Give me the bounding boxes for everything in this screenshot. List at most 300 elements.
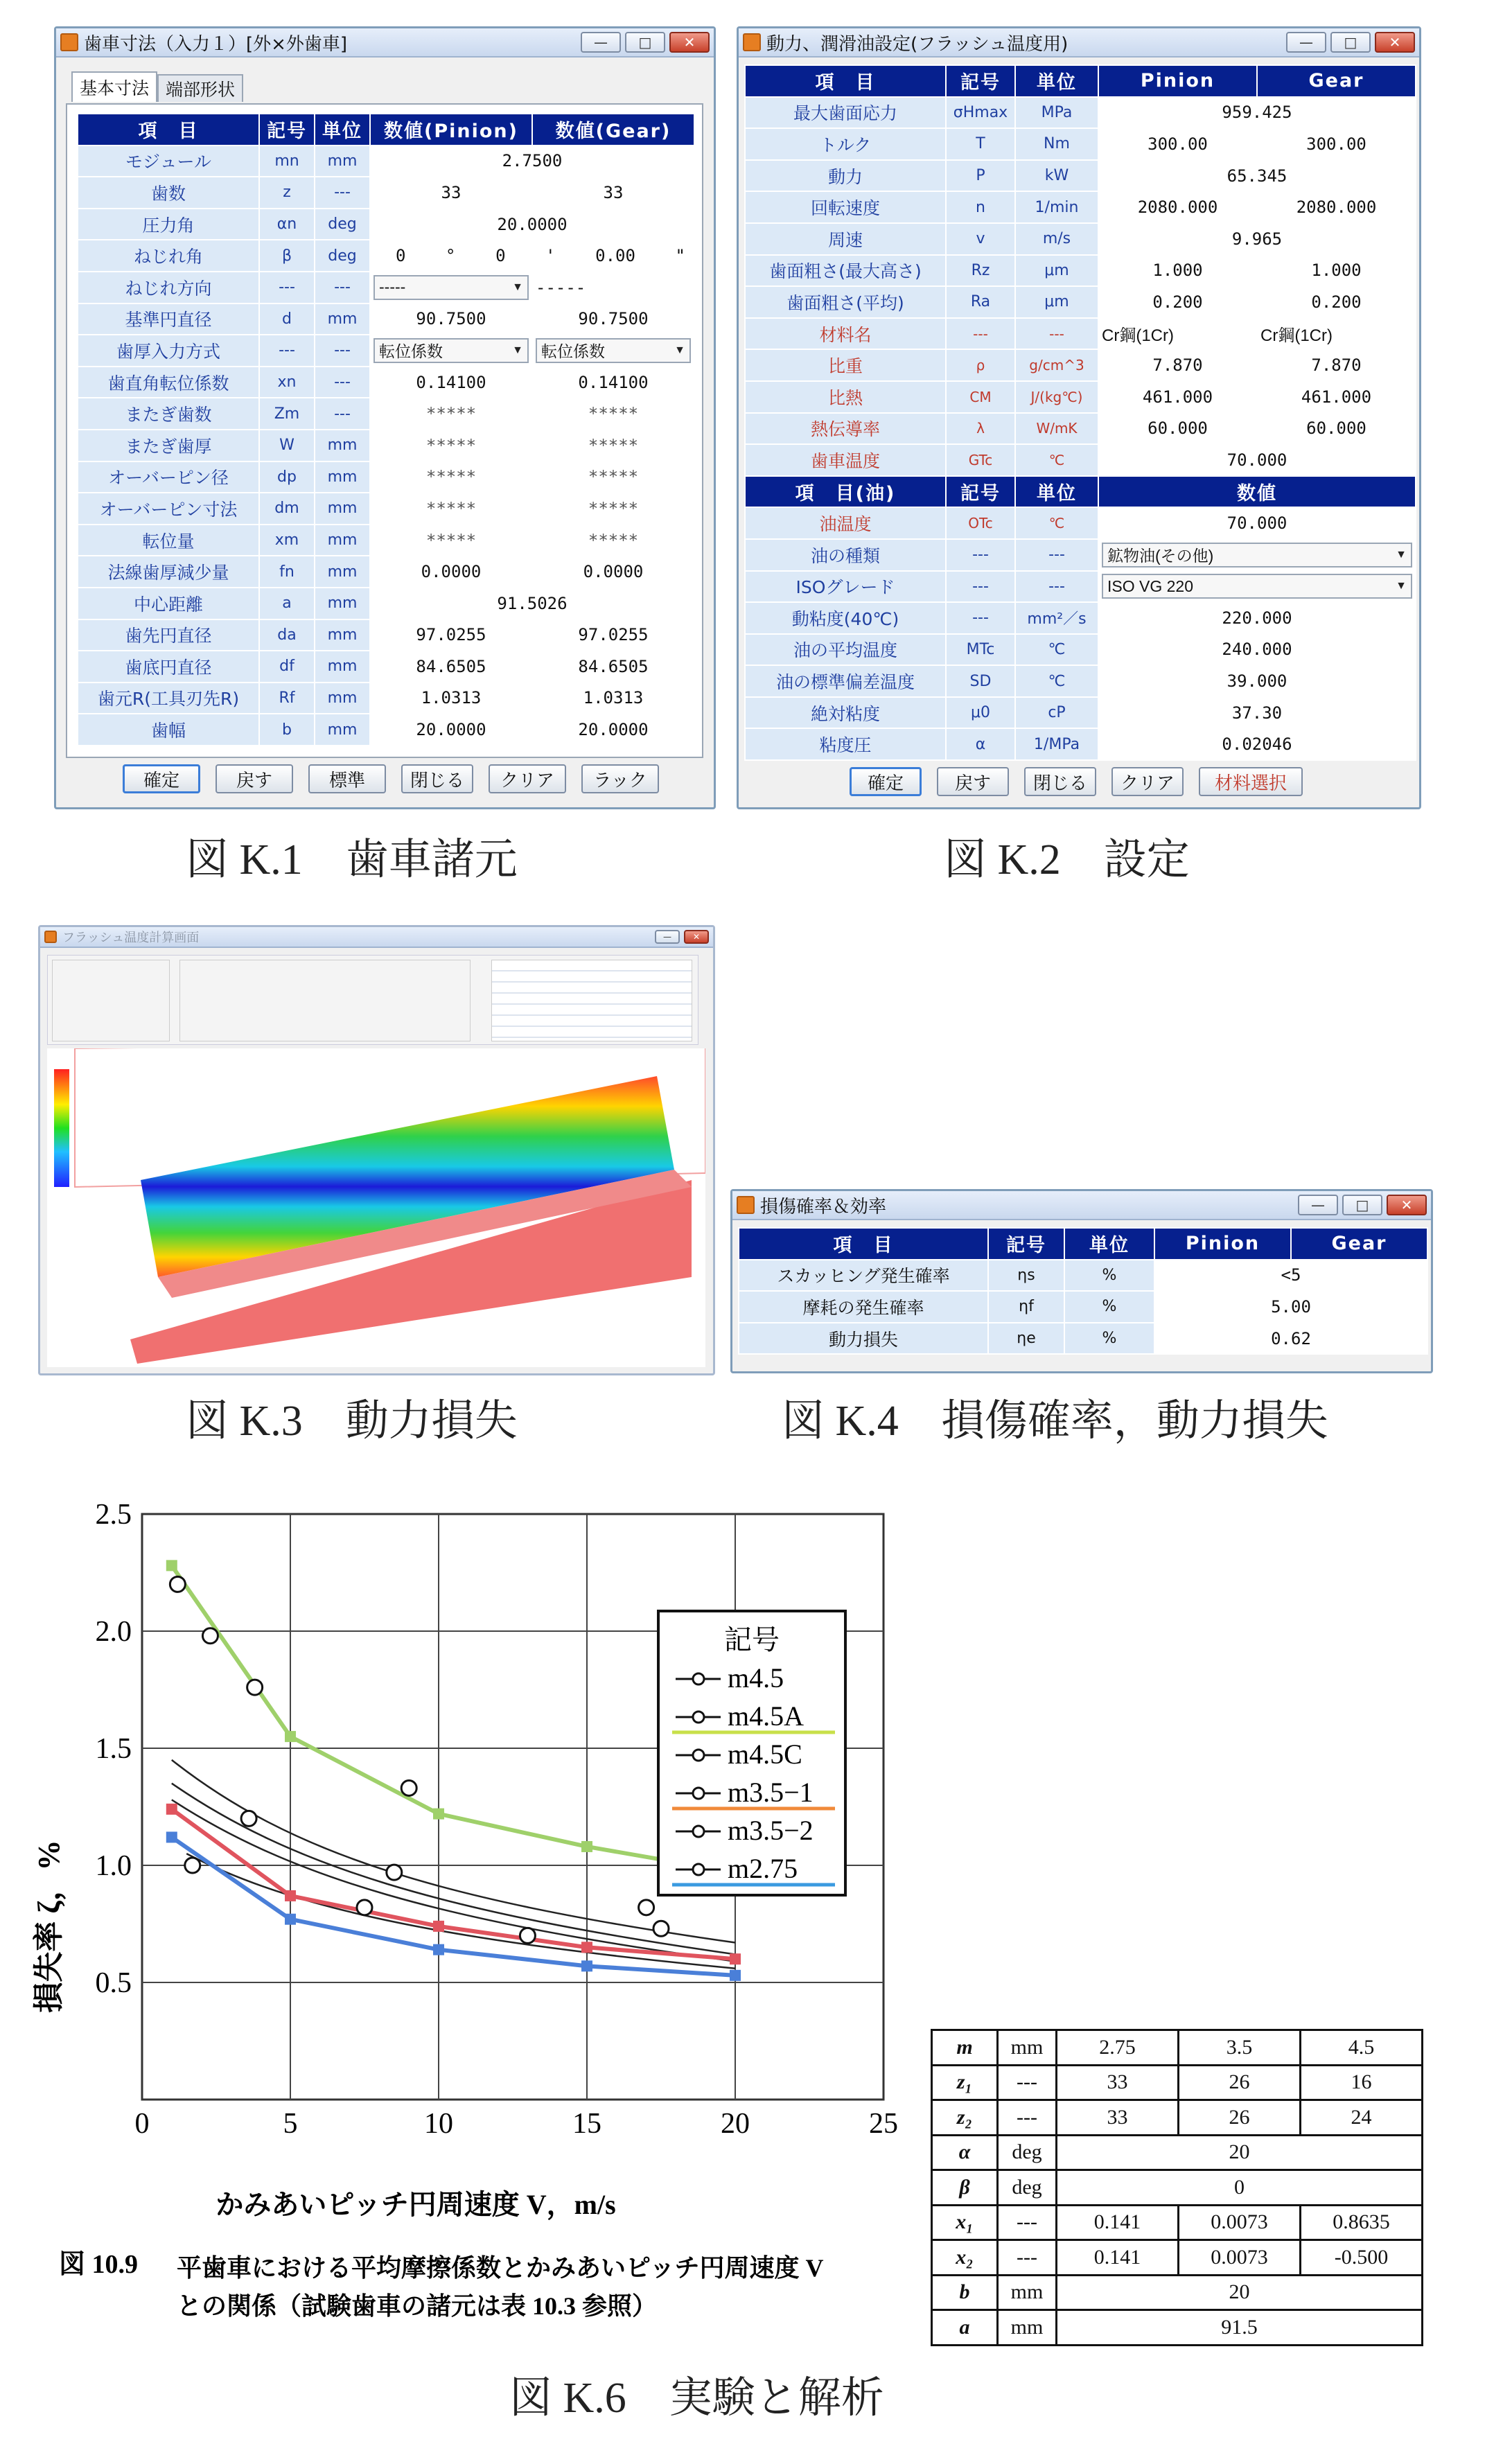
gear-value[interactable]: 0.0000 (532, 556, 694, 588)
power-lubricant-window (737, 26, 1421, 809)
row-symbol: α (946, 728, 1015, 760)
maximize-button[interactable]: □ (1342, 1195, 1382, 1215)
column-header: 項 目 (745, 65, 946, 97)
legend-marker (693, 1826, 704, 1837)
pinion-value[interactable]: 7.870 (1098, 349, 1257, 381)
row-label: 油の平均温度 (745, 634, 946, 666)
helix-angle-inputs[interactable] (370, 240, 694, 272)
gear-value[interactable]: 84.6505 (532, 651, 694, 683)
table-row (745, 665, 1416, 697)
pinion-value[interactable]: 60.000 (1098, 413, 1257, 445)
series-point (433, 1809, 444, 1820)
pinion-value[interactable]: 0.0000 (370, 556, 532, 588)
param-unit: deg (998, 2135, 1057, 2170)
row-label: 歯直角転位係数 (78, 367, 259, 398)
param-value: 0.141 (1057, 2205, 1179, 2240)
value-cell[interactable]: 2.7500 (370, 146, 694, 177)
pinion-value[interactable]: 0.14100 (370, 367, 532, 398)
column-header: 単位 (1015, 476, 1098, 508)
param-value: 2.75 (1057, 2030, 1179, 2066)
row-symbol: z (259, 177, 315, 209)
row-unit: mm (315, 556, 370, 588)
pinion-value[interactable]: 1.0313 (370, 683, 532, 714)
table-row (745, 571, 1416, 603)
value-cell[interactable]: 91.5026 (370, 588, 694, 619)
row-symbol: --- (946, 539, 1015, 571)
parameter-grid (491, 960, 692, 1041)
row-unit: --- (1015, 318, 1098, 350)
row-symbol: T (946, 128, 1015, 160)
measured-point (170, 1576, 185, 1592)
value-cell[interactable]: 70.000 (1098, 444, 1416, 476)
gear-value[interactable]: 7.870 (1257, 349, 1416, 381)
pinion-value[interactable]: 33 (370, 177, 532, 209)
header-row (739, 1228, 1427, 1260)
pinion-dropdown-value: 転位係数 (379, 342, 443, 361)
oil-dropdown[interactable] (1102, 543, 1412, 568)
close-button[interactable]: ✕ (1387, 1195, 1427, 1215)
minimize-button[interactable]: — (655, 930, 680, 944)
measured-point (639, 1900, 654, 1915)
row-unit: W/mK (1015, 413, 1098, 445)
row-symbol: Rz (946, 255, 1015, 287)
pinion-value[interactable]: 20.0000 (370, 714, 532, 746)
row-label: 基準円直径 (78, 303, 259, 335)
angle-deg: 0 (396, 246, 406, 266)
pinion-value[interactable]: ***** (370, 430, 532, 461)
oil-dropdown-value: ISO VG 220 (1107, 577, 1194, 595)
gear-value[interactable]: 20.0000 (532, 714, 694, 746)
gear-dimension-table (77, 113, 695, 746)
gear-value[interactable]: 60.000 (1257, 413, 1416, 445)
figure-caption-line1: 平歯車における平均摩擦係数とかみあいピッチ円周速度 V (177, 2254, 824, 2282)
row-symbol: MTc (946, 634, 1015, 666)
row-label: またぎ歯厚 (78, 430, 259, 461)
param-unit: deg (998, 2170, 1057, 2206)
caption-k1: 図 K.1 歯車諸元 (186, 836, 518, 883)
row-label: 歯幅 (78, 714, 259, 746)
gear-value[interactable]: ***** (532, 493, 694, 525)
table-row (932, 2135, 1423, 2170)
value-cell[interactable]: 959.425 (1098, 97, 1416, 129)
row-symbol: αn (259, 209, 315, 240)
loss-rate-chart (28, 1483, 922, 2356)
x-tick-label: 5 (283, 2108, 298, 2140)
row-unit: Nm (1015, 128, 1098, 160)
row-label: 歯数 (78, 177, 259, 209)
param-unit: mm (998, 2275, 1057, 2310)
row-label: 転位量 (78, 525, 259, 556)
row-symbol: OTc (946, 507, 1015, 539)
x-tick-label: 15 (572, 2108, 601, 2140)
pinion-value[interactable]: ***** (370, 461, 532, 493)
legend-label: m2.75 (728, 1853, 798, 1884)
row-symbol: mn (259, 146, 315, 177)
pinion-value[interactable]: ***** (370, 525, 532, 556)
table-row (745, 286, 1416, 318)
column-header: 記号 (259, 114, 315, 146)
pinion-value[interactable]: Cr鋼(1Cr) (1098, 318, 1257, 350)
table-row (78, 714, 694, 746)
title-bar (40, 927, 713, 948)
table-row (745, 539, 1416, 571)
header-row (745, 65, 1416, 97)
row-unit: ℃ (1015, 444, 1098, 476)
series-point (166, 1804, 177, 1815)
row-label: 中心距離 (78, 588, 259, 619)
caption-k3: 図 K.3 動力損失 (186, 1398, 518, 1445)
value-cell[interactable]: 20.0000 (370, 209, 694, 240)
series-point (581, 1960, 592, 1971)
maximize-button[interactable]: □ (1330, 32, 1371, 53)
value-cell: 0.62 (1154, 1323, 1427, 1355)
measured-point (357, 1900, 372, 1915)
revert-button[interactable]: 戻す (937, 767, 1009, 796)
y-tick-label: 1.0 (95, 1850, 132, 1882)
gear-value[interactable]: ***** (532, 461, 694, 493)
gear-value[interactable]: 2080.000 (1257, 191, 1416, 223)
angle-min: 0 (495, 246, 506, 266)
gear-value[interactable]: 0.200 (1257, 286, 1416, 318)
pinion-dropdown[interactable] (373, 275, 529, 300)
table-row (932, 2170, 1423, 2206)
row-symbol: GTc (946, 444, 1015, 476)
series-point (433, 1921, 444, 1932)
row-label: 歯車温度 (745, 444, 946, 476)
column-header: 記号 (946, 476, 1015, 508)
gear-value[interactable]: ----- (532, 272, 694, 303)
pinion-dropdown[interactable] (373, 338, 529, 363)
series-point (581, 1841, 592, 1852)
flash-temperature-window (38, 925, 715, 1375)
measured-point (387, 1865, 402, 1880)
value-cell[interactable]: 37.30 (1098, 697, 1416, 729)
row-label: 回転速度 (745, 191, 946, 223)
pinion-value[interactable] (370, 335, 532, 367)
measured-point (401, 1780, 416, 1795)
row-unit: mm (315, 651, 370, 683)
table-row (745, 128, 1416, 160)
table-row (78, 240, 694, 272)
chevron-down-icon: ▼ (512, 281, 523, 293)
maximize-button[interactable]: □ (625, 32, 665, 53)
y-axis-label: 損失率 ζ，% (32, 1840, 66, 2013)
close-button[interactable]: 閉じる (401, 764, 473, 793)
tab-end-shape[interactable]: 端部形状 (157, 74, 243, 102)
row-label: 摩耗の発生確率 (739, 1291, 988, 1323)
table-row (745, 255, 1416, 287)
row-unit: deg (315, 240, 370, 272)
angle-degmark: ° (446, 246, 456, 266)
pinion-value[interactable]: 97.0255 (370, 619, 532, 651)
gear-dropdown-value: 転位係数 (541, 342, 605, 361)
close-button[interactable]: ✕ (684, 930, 709, 944)
clear-button[interactable]: クリア (489, 764, 566, 793)
value-cell[interactable]: 0.02046 (1098, 728, 1416, 760)
row-unit: m/s (1015, 223, 1098, 255)
column-header: 記号 (988, 1228, 1064, 1260)
param-value: 16 (1301, 2065, 1423, 2100)
row-unit: μm (1015, 255, 1098, 287)
row-label: オーバーピン寸法 (78, 493, 259, 525)
gear-value[interactable]: ***** (532, 430, 694, 461)
caption-k2: 図 K.2 設定 (944, 836, 1190, 883)
gear-value[interactable]: 1.000 (1257, 255, 1416, 287)
table-row (739, 1260, 1427, 1292)
column-header: 数値(Pinion) (370, 114, 532, 146)
option-group-left (52, 960, 170, 1041)
confirm-button[interactable]: 確定 (123, 764, 200, 793)
gear-value[interactable]: 97.0255 (532, 619, 694, 651)
value-cell[interactable]: 240.000 (1098, 634, 1416, 666)
pinion-value[interactable]: 1.000 (1098, 255, 1257, 287)
row-symbol: --- (946, 602, 1015, 634)
param-symbol: b (932, 2275, 998, 2310)
gear-value[interactable]: 33 (532, 177, 694, 209)
series-point (581, 1942, 592, 1953)
legend-marker (693, 1712, 704, 1723)
param-value: 0 (1057, 2170, 1423, 2206)
param-symbol: m (932, 2030, 998, 2066)
table-row (739, 1291, 1427, 1323)
value-cell: <5 (1154, 1260, 1427, 1292)
table-row (745, 697, 1416, 729)
param-value: 33 (1057, 2100, 1179, 2136)
angle-secmark: " (675, 246, 685, 266)
row-unit: ℃ (1015, 507, 1098, 539)
row-label: 歯先円直径 (78, 619, 259, 651)
standard-button[interactable]: 標準 (308, 764, 386, 793)
row-unit: mm (315, 430, 370, 461)
row-symbol: n (946, 191, 1015, 223)
param-value: 91.5 (1057, 2310, 1423, 2346)
row-label: 動力 (745, 160, 946, 192)
column-header: 数値(Gear) (532, 114, 694, 146)
row-label: 油の種類 (745, 539, 946, 571)
row-label: 比熱 (745, 381, 946, 413)
table-row (745, 160, 1416, 192)
pinion-value[interactable]: 84.6505 (370, 651, 532, 683)
param-value: 26 (1179, 2100, 1301, 2136)
row-label: 油温度 (745, 507, 946, 539)
revert-button[interactable]: 戻す (216, 764, 293, 793)
table-row (932, 2310, 1423, 2346)
row-unit: 1/MPa (1015, 728, 1098, 760)
row-label: 絶対粘度 (745, 697, 946, 729)
close-button[interactable]: ✕ (669, 32, 710, 53)
legend-title: 記号 (724, 1624, 780, 1655)
gear-dimension-window (54, 26, 716, 809)
pinion-value[interactable]: 461.000 (1098, 381, 1257, 413)
row-label: 粘度圧 (745, 728, 946, 760)
pinion-value[interactable]: 0.200 (1098, 286, 1257, 318)
table-row (78, 303, 694, 335)
row-label: 材料名 (745, 318, 946, 350)
row-label: ねじれ方向 (78, 272, 259, 303)
row-symbol: Ra (946, 286, 1015, 318)
angle-sec: 0.00 (595, 246, 635, 266)
param-value: 26 (1179, 2065, 1301, 2100)
header-row (78, 114, 694, 146)
gear-value[interactable]: 1.0313 (532, 683, 694, 714)
row-label: 歯元R(工具刃先R) (78, 683, 259, 714)
row-unit: mm (315, 619, 370, 651)
row-unit: μm (1015, 286, 1098, 318)
column-header: 単位 (315, 114, 370, 146)
value-cell[interactable]: 70.000 (1098, 507, 1416, 539)
window-title: 損傷確率＆効率 (760, 1196, 887, 1217)
table-row (78, 209, 694, 240)
power-settings-table (744, 64, 1416, 761)
table-row (745, 413, 1416, 445)
legend-marker (693, 1750, 704, 1761)
clear-button[interactable]: クリア (1111, 767, 1184, 796)
table-row (745, 602, 1416, 634)
minimize-button[interactable]: — (1286, 32, 1326, 53)
row-unit: ℃ (1015, 665, 1098, 697)
row-unit: mm (315, 493, 370, 525)
gear-value[interactable]: 0.14100 (532, 367, 694, 398)
row-label: 熱伝導率 (745, 413, 946, 445)
row-unit: 1/min (1015, 191, 1098, 223)
legend-label: m4.5A (728, 1700, 804, 1732)
row-symbol: --- (259, 335, 315, 367)
row-symbol: xn (259, 367, 315, 398)
material-select-button[interactable]: 材料選択 (1199, 767, 1303, 796)
window-title: 動力、潤滑油設定(フラッシュ温度用) (766, 33, 1069, 55)
table-row (78, 651, 694, 683)
close-button[interactable]: 閉じる (1024, 767, 1096, 796)
gear-value[interactable]: Cr鋼(1Cr) (1257, 318, 1416, 350)
row-symbol: μ0 (946, 697, 1015, 729)
param-value: 4.5 (1301, 2030, 1423, 2066)
legend (658, 1611, 845, 1895)
table-row (78, 525, 694, 556)
row-label: 動粘度(40℃) (745, 602, 946, 634)
chevron-down-icon: ▼ (674, 344, 685, 356)
title-bar (739, 28, 1419, 58)
measured-point (202, 1628, 218, 1644)
param-unit: mm (998, 2030, 1057, 2066)
gear-value[interactable]: ***** (532, 398, 694, 430)
column-header: 単位 (1064, 1228, 1154, 1260)
row-symbol: λ (946, 413, 1015, 445)
table-row (745, 634, 1416, 666)
oil-dropdown-cell[interactable] (1098, 539, 1416, 571)
column-header: 項 目 (78, 114, 259, 146)
chevron-down-icon: ▼ (512, 344, 523, 356)
value-cell[interactable]: 65.345 (1098, 160, 1416, 192)
table-row (78, 367, 694, 398)
table-row (745, 349, 1416, 381)
header-row (745, 476, 1416, 508)
row-unit: ℃ (1015, 634, 1098, 666)
tab-basic-dimensions[interactable]: 基本寸法 (71, 71, 157, 102)
table-row (78, 335, 694, 367)
table-row (932, 2240, 1423, 2276)
column-header: 数値 (1098, 476, 1416, 508)
pinion-value[interactable] (370, 272, 532, 303)
value-cell: 5.00 (1154, 1291, 1427, 1323)
table-row (932, 2205, 1423, 2240)
rack-button[interactable]: ラック (581, 764, 659, 793)
param-value: -0.500 (1301, 2240, 1423, 2276)
table-row (932, 2030, 1423, 2066)
row-unit: mm (315, 714, 370, 746)
pinion-value[interactable]: 90.7500 (370, 303, 532, 335)
gear-value[interactable]: 300.00 (1257, 128, 1416, 160)
series-point (285, 1890, 296, 1901)
row-label: モジュール (78, 146, 259, 177)
table-row (78, 430, 694, 461)
value-cell[interactable]: 9.965 (1098, 223, 1416, 255)
value-cell[interactable]: 220.000 (1098, 602, 1416, 634)
param-unit: --- (998, 2240, 1057, 2276)
row-symbol: xm (259, 525, 315, 556)
pinion-value[interactable]: 300.00 (1098, 128, 1257, 160)
param-unit: --- (998, 2100, 1057, 2136)
row-unit: mm (315, 525, 370, 556)
column-header: 項 目 (739, 1228, 988, 1260)
button-row (850, 767, 1318, 796)
param-symbol: a (932, 2310, 998, 2346)
row-symbol: --- (946, 318, 1015, 350)
legend-label: m4.5 (728, 1662, 784, 1693)
gear-value[interactable]: 90.7500 (532, 303, 694, 335)
oil-dropdown-cell[interactable] (1098, 571, 1416, 603)
confirm-button[interactable]: 確定 (850, 767, 922, 796)
pinion-value[interactable]: ***** (370, 493, 532, 525)
gear-value[interactable]: 461.000 (1257, 381, 1416, 413)
value-cell[interactable]: 39.000 (1098, 665, 1416, 697)
table-row (78, 146, 694, 177)
reference-curve (172, 1760, 735, 1943)
param-symbol: x₂ (932, 2240, 998, 2276)
pinion-value[interactable]: 2080.000 (1098, 191, 1257, 223)
gear-value[interactable] (532, 335, 694, 367)
param-symbol: x₁ (932, 2205, 998, 2240)
gear-value[interactable]: ***** (532, 525, 694, 556)
table-row (739, 1323, 1427, 1355)
row-unit: --- (315, 177, 370, 209)
row-unit: --- (315, 367, 370, 398)
row-unit: % (1064, 1291, 1154, 1323)
row-label: 圧力角 (78, 209, 259, 240)
param-symbol: α (932, 2135, 998, 2170)
temperature-contour-plot (47, 1048, 705, 1367)
minimize-button[interactable]: — (1298, 1195, 1338, 1215)
row-label: 歯面粗さ(最大高さ) (745, 255, 946, 287)
row-unit: --- (315, 335, 370, 367)
table-row (78, 398, 694, 430)
table-row (745, 318, 1416, 350)
close-button[interactable]: ✕ (1375, 32, 1415, 53)
y-tick-label: 1.5 (95, 1733, 132, 1765)
damage-probability-window (730, 1189, 1433, 1373)
legend-marker (693, 1864, 704, 1875)
row-label: 動力損失 (739, 1323, 988, 1355)
table-row (78, 556, 694, 588)
param-value: 0.0073 (1179, 2240, 1301, 2276)
gear-dropdown[interactable] (536, 338, 691, 363)
param-value: 0.0073 (1179, 2205, 1301, 2240)
oil-dropdown[interactable] (1102, 574, 1412, 599)
pinion-value[interactable]: ***** (370, 398, 532, 430)
chevron-down-icon: ▼ (1396, 580, 1407, 592)
minimize-button[interactable]: — (581, 32, 621, 53)
table-row (745, 223, 1416, 255)
table-row (932, 2100, 1423, 2136)
